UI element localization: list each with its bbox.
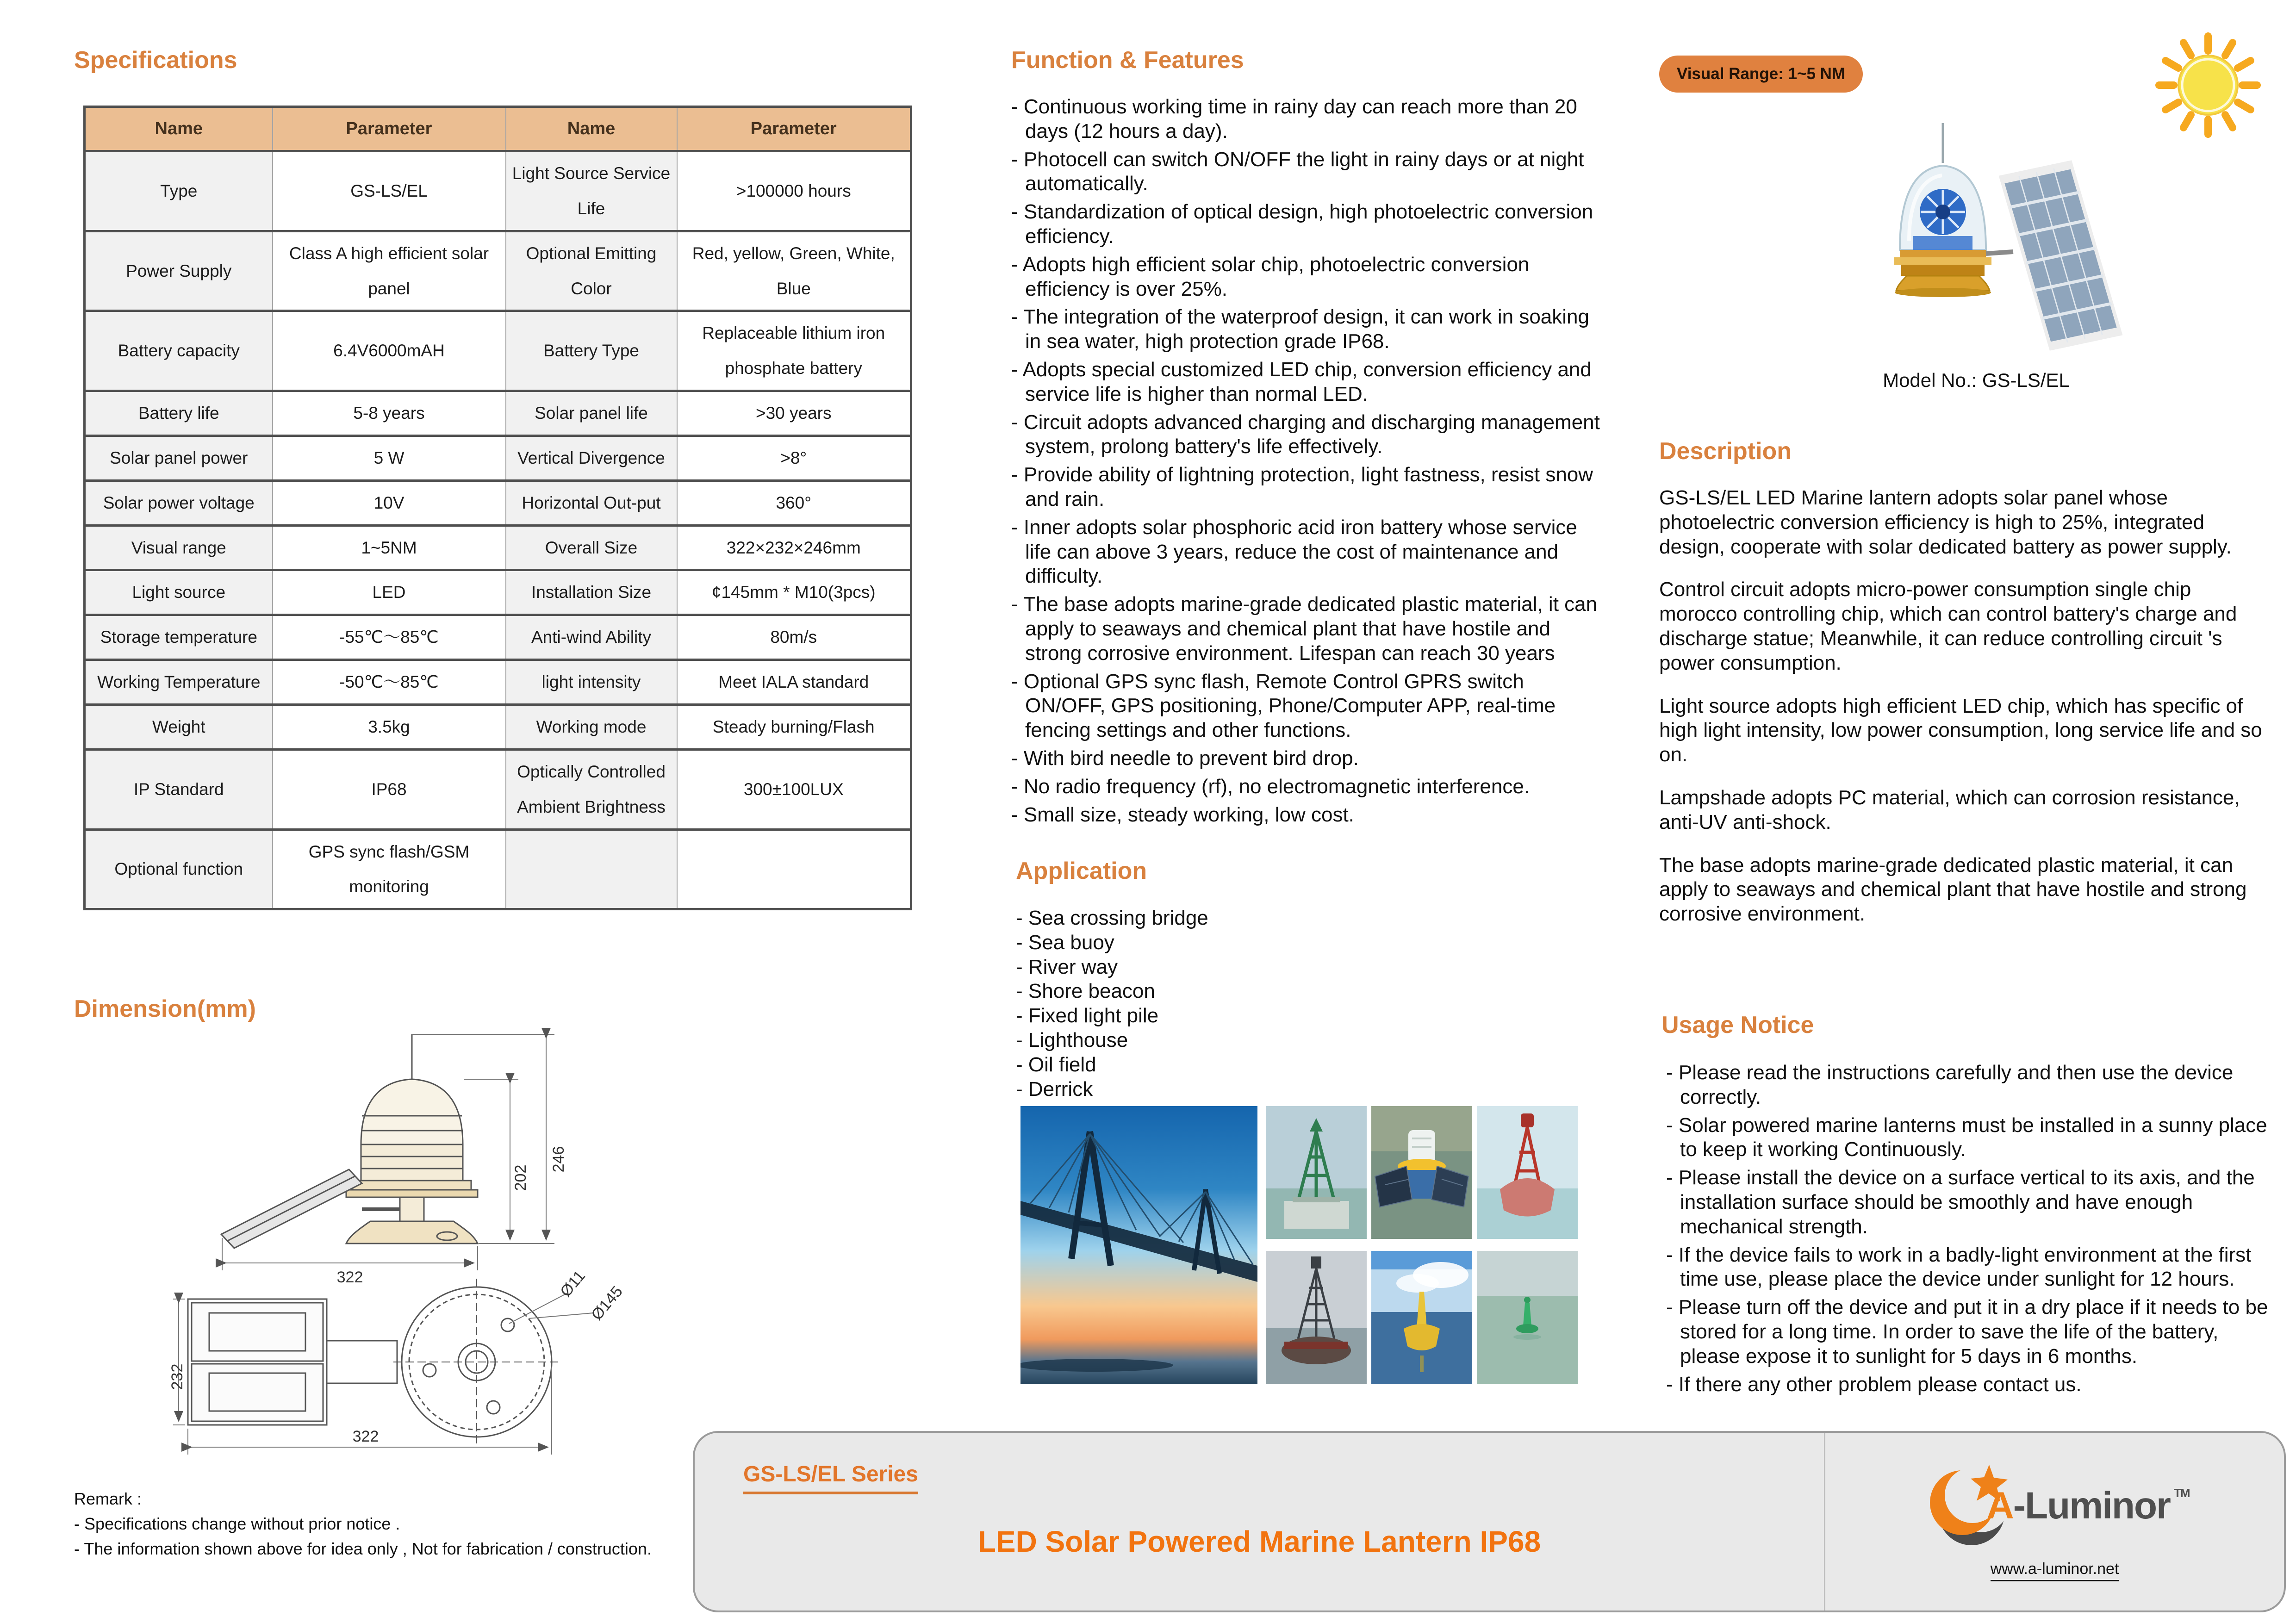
usage-item: - Solar powered marine lanterns must be installed in a sunny place to keep it working Continuously. xyxy=(1666,1113,2267,1161)
feature-item: - Circuit adopts advanced charging and discharging management system, prolong battery's life effectively. xyxy=(1011,410,1600,458)
feature-item: - The integration of the waterproof design, it can work in soaking in sea water, high protection grade IP68. xyxy=(1011,305,1589,353)
col-header-parameter-1: Parameter xyxy=(273,107,506,151)
dimension-drawing xyxy=(153,1025,643,1465)
table-row xyxy=(85,749,911,829)
spec-name-cell: Solar panel life xyxy=(506,391,677,436)
spec-value-cell: 3.5kg xyxy=(273,704,506,749)
spec-name-cell: Solar panel power xyxy=(85,435,273,480)
spec-value-cell: Meet IALA standard xyxy=(677,660,911,705)
specifications-table xyxy=(83,106,912,910)
photo-green-buoy xyxy=(1477,1251,1578,1384)
brand-block xyxy=(1825,1433,2284,1611)
remark-block xyxy=(74,1486,690,1561)
dim-label-d145: Ø145 xyxy=(588,1282,626,1324)
spec-value-cell: Class A high efficient solar panel xyxy=(273,231,506,311)
usage-list xyxy=(1666,1061,2282,1400)
table-row xyxy=(85,660,911,705)
description-paragraph: Control circuit adopts micro-power consumption single chip morocco controlling chip, which can control battery's charge and discharge statue; Meanwhile, it can reduce controlling circuit 's power consumption. xyxy=(1659,578,2237,674)
spec-value-cell: -50℃～85℃ xyxy=(273,660,506,705)
spec-value-cell: 6.4V6000mAH xyxy=(273,311,506,391)
table-row xyxy=(85,435,911,480)
dim-label-d11: Ø11 xyxy=(557,1267,589,1300)
lantern-side-view xyxy=(221,1034,478,1248)
website-link[interactable]: www.a-luminor.net xyxy=(1991,1560,2119,1581)
logo-rest: -Luminor xyxy=(2013,1485,2170,1527)
application-item: - Derrick xyxy=(1016,1077,1093,1101)
spec-name-cell: Optional function xyxy=(85,829,273,909)
visual-range-text: Visual Range: 1~5 NM xyxy=(1677,65,1846,83)
usage-item: - Please read the instructions carefully and then use the device correctly. xyxy=(1666,1061,2234,1108)
spec-name-cell: Vertical Divergence xyxy=(506,435,677,480)
spec-value-cell xyxy=(677,829,911,909)
dim-label-322-side: 322 xyxy=(336,1269,363,1286)
remark-line: - Specifications change without prior notice . xyxy=(74,1514,400,1533)
feature-item: - Optional GPS sync flash, Remote Control GPRS switch ON/OFF, GPS positioning, Phone/Computer APP, real-time fencing settings and other functions. xyxy=(1011,670,1556,742)
spec-value-cell: GS-LS/EL xyxy=(273,151,506,231)
spec-name-cell: Battery capacity xyxy=(85,311,273,391)
feature-item: - Standardization of optical design, high photoelectric conversion efficiency. xyxy=(1011,200,1593,248)
spec-value-cell: 300±100LUX xyxy=(677,749,911,829)
spec-value-cell: 80m/s xyxy=(677,615,911,660)
spec-name-cell xyxy=(506,829,677,909)
photo-red-buoy-tower xyxy=(1477,1106,1578,1239)
spec-value-cell: Red, yellow, Green, White, Blue xyxy=(677,231,911,311)
spec-value-cell: 1~5NM xyxy=(273,525,506,570)
feature-item: - Adopts high efficient solar chip, photoelectric conversion efficiency is over 25%. xyxy=(1011,253,1530,300)
table-row xyxy=(85,570,911,615)
spec-name-cell: IP Standard xyxy=(85,749,273,829)
application-item: - Fixed light pile xyxy=(1016,1004,1159,1027)
spec-value-cell: Steady burning/Flash xyxy=(677,704,911,749)
photo-solar-lantern-closeup xyxy=(1371,1106,1472,1239)
table-row xyxy=(85,311,911,391)
spec-value-cell: 360° xyxy=(677,480,911,525)
feature-item: - No radio frequency (rf), no electromagnetic interference. xyxy=(1011,775,1530,798)
features-heading: Function & Features xyxy=(1011,47,1244,74)
spec-value-cell: GPS sync flash/GSM monitoring xyxy=(273,829,506,909)
feature-item: - Small size, steady working, low cost. xyxy=(1011,803,1354,826)
feature-item: - Adopts special customized LED chip, conversion efficiency and service life is higher than normal LED. xyxy=(1011,358,1592,405)
table-row xyxy=(85,829,911,909)
product-title: LED Solar Powered Marine Lantern IP68 xyxy=(977,1525,1541,1558)
specifications-heading: Specifications xyxy=(74,47,237,74)
spec-name-cell: Light Source Service Life xyxy=(506,151,677,231)
table-row xyxy=(85,151,911,231)
col-header-parameter-2: Parameter xyxy=(677,107,911,151)
spec-name-cell: Optically Controlled Ambient Brightness xyxy=(506,749,677,829)
spec-value-cell: Replaceable lithium iron phosphate battery xyxy=(677,311,911,391)
application-item: - Oil field xyxy=(1016,1053,1096,1076)
application-item: - River way xyxy=(1016,955,1118,978)
application-item: - Shore beacon xyxy=(1016,980,1155,1003)
solar-panel xyxy=(2002,165,2120,346)
spec-value-cell: ¢145mm * M10(3pcs) xyxy=(677,570,911,615)
feature-item: - The base adopts marine-grade dedicated plastic material, it can apply to seaways and chemical plant that have hostile and strong corrosive environment. Lifespan can reach 30 years xyxy=(1011,593,1598,665)
features-list xyxy=(1011,95,1606,831)
photo-yellow-buoy xyxy=(1371,1251,1472,1384)
description-paragraphs xyxy=(1659,486,2275,945)
remark-line: Remark : xyxy=(74,1489,142,1508)
spec-value-cell: LED xyxy=(273,570,506,615)
feature-item: - Inner adopts solar phosphoric acid iron battery whose service life can above 3 years, reduce the cost of maintenance and difficulty. xyxy=(1011,516,1577,588)
feature-item: - Continuous working time in rainy day can reach more than 20 days (12 hours a day). xyxy=(1011,95,1577,143)
table-row xyxy=(85,480,911,525)
spec-value-cell: 5-8 years xyxy=(273,391,506,436)
spec-name-cell: Working mode xyxy=(506,704,677,749)
trademark-symbol: TM xyxy=(2173,1486,2190,1500)
spec-name-cell: Horizontal Out-put xyxy=(506,480,677,525)
spec-value-cell: 5 W xyxy=(273,435,506,480)
spec-name-cell: Installation Size xyxy=(506,570,677,615)
table-row xyxy=(85,704,911,749)
description-paragraph: The base adopts marine-grade dedicated plastic material, it can apply to seaways and chemical plant that have hostile and strong corrosive environment. xyxy=(1659,853,2247,926)
sun-icon xyxy=(2154,31,2262,139)
spec-value-cell: 322×232×246mm xyxy=(677,525,911,570)
table-row xyxy=(85,391,911,436)
spec-value-cell: 10V xyxy=(273,480,506,525)
series-label: GS-LS/EL Series xyxy=(743,1461,918,1494)
application-item: - Lighthouse xyxy=(1016,1028,1128,1051)
spec-name-cell: Overall Size xyxy=(506,525,677,570)
description-paragraph: GS-LS/EL LED Marine lantern adopts solar panel whose photoelectric conversion efficiency is high to 25%, integrated design, cooperate with solar dedicated battery as power supply. xyxy=(1659,486,2232,558)
footer-banner xyxy=(693,1431,2286,1612)
application-item: - Sea crossing bridge xyxy=(1016,907,1208,929)
table-row xyxy=(85,231,911,311)
remark-line: - The information shown above for idea only , Not for fabrication / construction. xyxy=(74,1539,652,1558)
spec-name-cell: Type xyxy=(85,151,273,231)
logo-letter-a: A xyxy=(1986,1485,2013,1527)
photo-bridge xyxy=(1020,1106,1257,1384)
usage-heading: Usage Notice xyxy=(1661,1012,1814,1038)
usage-item: - Please turn off the device and put it in a dry place if it needs to be stored for a long time. In order to save the life of the battery, please expose it to sunlight for 5 days in 6 months. xyxy=(1666,1296,2268,1368)
application-heading: Application xyxy=(1016,858,1147,884)
spec-value-cell: -55℃～85℃ xyxy=(273,615,506,660)
lantern-top-view xyxy=(188,1279,560,1445)
dim-label-202: 202 xyxy=(512,1164,529,1191)
dim-label-232: 232 xyxy=(168,1363,186,1390)
model-number: Model No.: GS-LS/EL xyxy=(1883,369,2070,391)
application-list xyxy=(1016,906,1611,1101)
spec-name-cell: Weight xyxy=(85,704,273,749)
spec-value-cell: >100000 hours xyxy=(677,151,911,231)
description-heading: Description xyxy=(1659,438,1792,465)
feature-item: - Photocell can switch ON/OFF the light in rainy days or at night automatically. xyxy=(1011,148,1584,195)
photo-green-beacon xyxy=(1266,1106,1367,1239)
product-image xyxy=(1814,115,2138,360)
description-paragraph: Light source adopts high efficient LED chip, which has specific of high light intensity, low power consumption, long service life and so on. xyxy=(1659,694,2262,766)
feature-item: - Provide ability of lightning protection, light fastness, resist snow and rain. xyxy=(1011,463,1593,510)
usage-item: - If there any other problem please contact us. xyxy=(1666,1373,2082,1396)
spec-value-cell: >30 years xyxy=(677,391,911,436)
application-item: - Sea buoy xyxy=(1016,931,1114,954)
dim-label-322-top: 322 xyxy=(352,1428,379,1445)
spec-name-cell: light intensity xyxy=(506,660,677,705)
spec-name-cell: Storage temperature xyxy=(85,615,273,660)
col-header-name-1: Name xyxy=(85,107,273,151)
spec-name-cell: Solar power voltage xyxy=(85,480,273,525)
table-header-row xyxy=(85,107,911,151)
spec-name-cell: Working Temperature xyxy=(85,660,273,705)
spec-name-cell: Visual range xyxy=(85,525,273,570)
dim-label-246: 246 xyxy=(550,1146,567,1173)
spec-name-cell: Optional Emitting Color xyxy=(506,231,677,311)
logo-wordmark xyxy=(1986,1484,2189,1528)
feature-item: - With bird needle to prevent bird drop. xyxy=(1011,746,1359,770)
table-row xyxy=(85,615,911,660)
dimension-heading: Dimension(mm) xyxy=(74,995,256,1022)
description-paragraph: Lampshade adopts PC material, which can corrosion resistance, anti-UV anti-shock. xyxy=(1659,786,2240,833)
spec-value-cell: >8° xyxy=(677,435,911,480)
spec-name-cell: Battery life xyxy=(85,391,273,436)
spec-value-cell: IP68 xyxy=(273,749,506,829)
usage-item: - If the device fails to work in a badly-light environment at the first time use, please place the device under sunlight for 12 hours. xyxy=(1666,1243,2252,1291)
usage-item: - Please install the device on a surface vertical to its axis, and the installation surface should be smoothly and have enough mechanical strength. xyxy=(1666,1166,2255,1238)
spec-name-cell: Anti-wind Ability xyxy=(506,615,677,660)
col-header-name-2: Name xyxy=(506,107,677,151)
table-row xyxy=(85,525,911,570)
visual-range-badge xyxy=(1659,56,1863,93)
spec-name-cell: Power Supply xyxy=(85,231,273,311)
spec-name-cell: Battery Type xyxy=(506,311,677,391)
spec-name-cell: Light source xyxy=(85,570,273,615)
photo-lattice-beacon xyxy=(1266,1251,1367,1384)
